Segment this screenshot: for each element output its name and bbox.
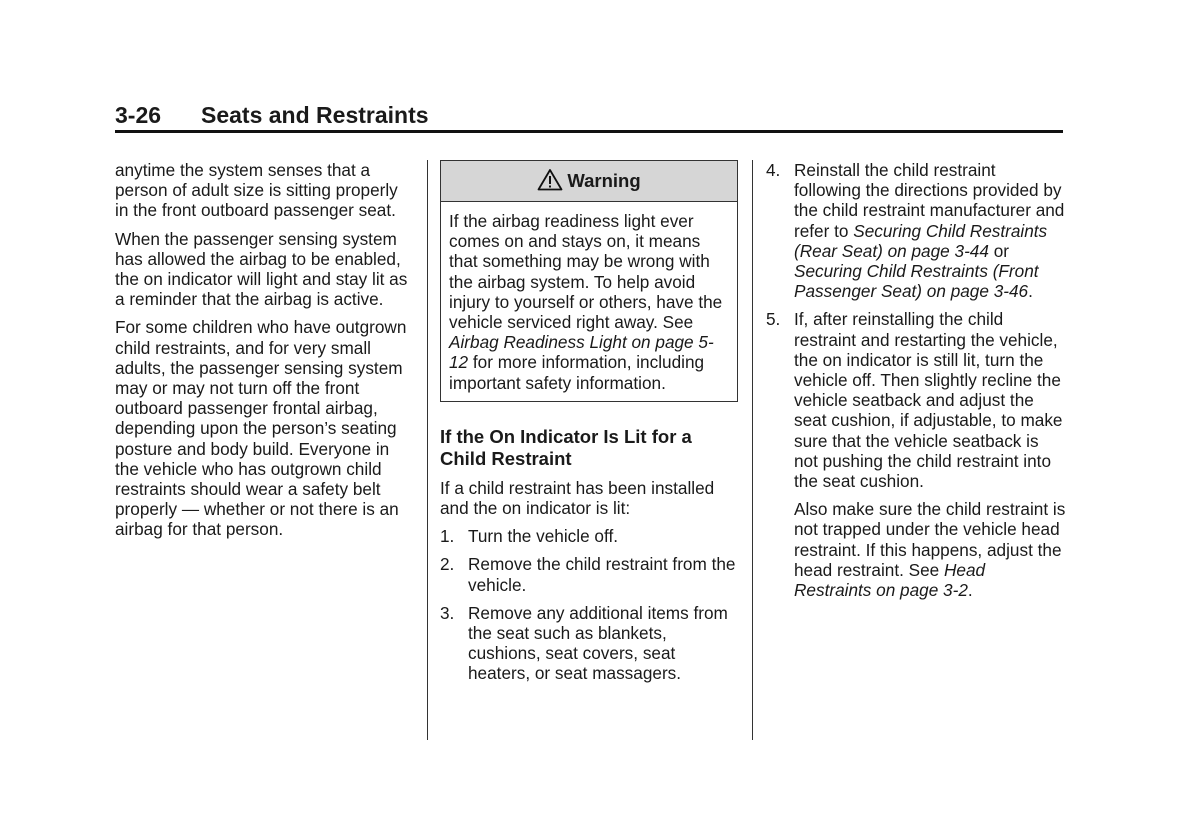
paragraph: When the passenger sensing system has allowed the airbag to be enabled, the on indicator will light and stay lit as a reminder that the airbag is active. <box>115 228 408 310</box>
section-title: Seats and Restraints <box>201 102 429 128</box>
list-text: If, after reinstalling the child restraint and restarting the vehicle, the on indicator is still lit, turn the vehicle off. Then slightly recline the vehicle seatback and adjust the seat cushion, if adjustable, to make sure that the vehicle seatback is not pushing the child restraint into the seat cushion. <box>794 309 1063 492</box>
warning-header <box>441 161 737 202</box>
list-item <box>440 554 738 594</box>
warning-box <box>440 160 738 402</box>
warning-triangle-icon <box>537 165 563 205</box>
list-number: 2. <box>440 554 455 575</box>
list-number: 5. <box>766 309 781 330</box>
list-number: 4. <box>766 160 781 180</box>
cross-reference-link[interactable]: Airbag Readiness Light on page 5-12 <box>449 332 714 373</box>
list-text: Reinstall the child restraint following the directions provided by the child restraint manufacturer and refer to Securing Child Restraints (Rear Seat) on page 3-44 or Securing Child Restraints (Front Passenger Seat) on page 3-46. <box>794 160 1065 302</box>
paragraph: Also make sure the child restraint is not trapped under the vehicle head restraint. If this happens, adjust the head restraint. See Head Restraints on page 3-2. <box>794 499 1066 601</box>
list-item <box>440 526 738 546</box>
column-middle <box>440 160 738 692</box>
list-text: Turn the vehicle off. <box>468 526 618 547</box>
page-header <box>115 100 1063 133</box>
subheading: If the On Indicator Is Lit for a Child Restraint <box>440 425 692 469</box>
column-divider <box>427 160 428 740</box>
list-item <box>766 160 1066 301</box>
column-divider <box>752 160 753 740</box>
list-text: Remove the child restraint from the vehicle. <box>468 554 736 595</box>
cross-reference-link[interactable]: Head Restraints on page 3-2 <box>794 559 986 601</box>
paragraph: If a child restraint has been installed and the on indicator is lit: <box>440 477 715 519</box>
column-right <box>766 160 1066 600</box>
warning-title: Warning <box>567 170 641 191</box>
list-number: 3. <box>440 602 455 623</box>
warning-text: If the airbag readiness light ever comes on and stays on, it means that something may be wrong with the airbag system. To help avoid injury to yourself or others, have the vehicle serviced right away. See Airbag Readiness Light on page 5-12 for more information, including important safety information. <box>449 211 723 393</box>
paragraph: anytime the system senses that a person of adult size is sitting properly in the front outboard passenger seat. <box>115 160 398 221</box>
cross-reference-link[interactable]: Securing Child Restraints (Front Passenger Seat) on page 3-46 <box>794 261 1039 302</box>
cross-reference-link[interactable]: Securing Child Restraints (Rear Seat) on page 3-44 <box>794 220 1048 261</box>
list-text: Remove any additional items from the seat such as blankets, cushions, seat covers, seat heaters, or seat massagers. <box>468 602 728 684</box>
list-item <box>440 603 738 684</box>
list-item <box>766 309 1066 491</box>
list-number: 1. <box>440 526 455 547</box>
column-left <box>115 160 415 548</box>
paragraph: For some children who have outgrown child restraints, and for very small adults, the passenger sensing system may or may not turn off the front outboard passenger frontal airbag, depending upon the person’s seating posture and body build. Everyone in the vehicle who has outgrown child restraints should wear a safety belt properly — whether or not there is an airbag for that person. <box>115 317 407 540</box>
page-number: 3-26 <box>115 102 162 128</box>
